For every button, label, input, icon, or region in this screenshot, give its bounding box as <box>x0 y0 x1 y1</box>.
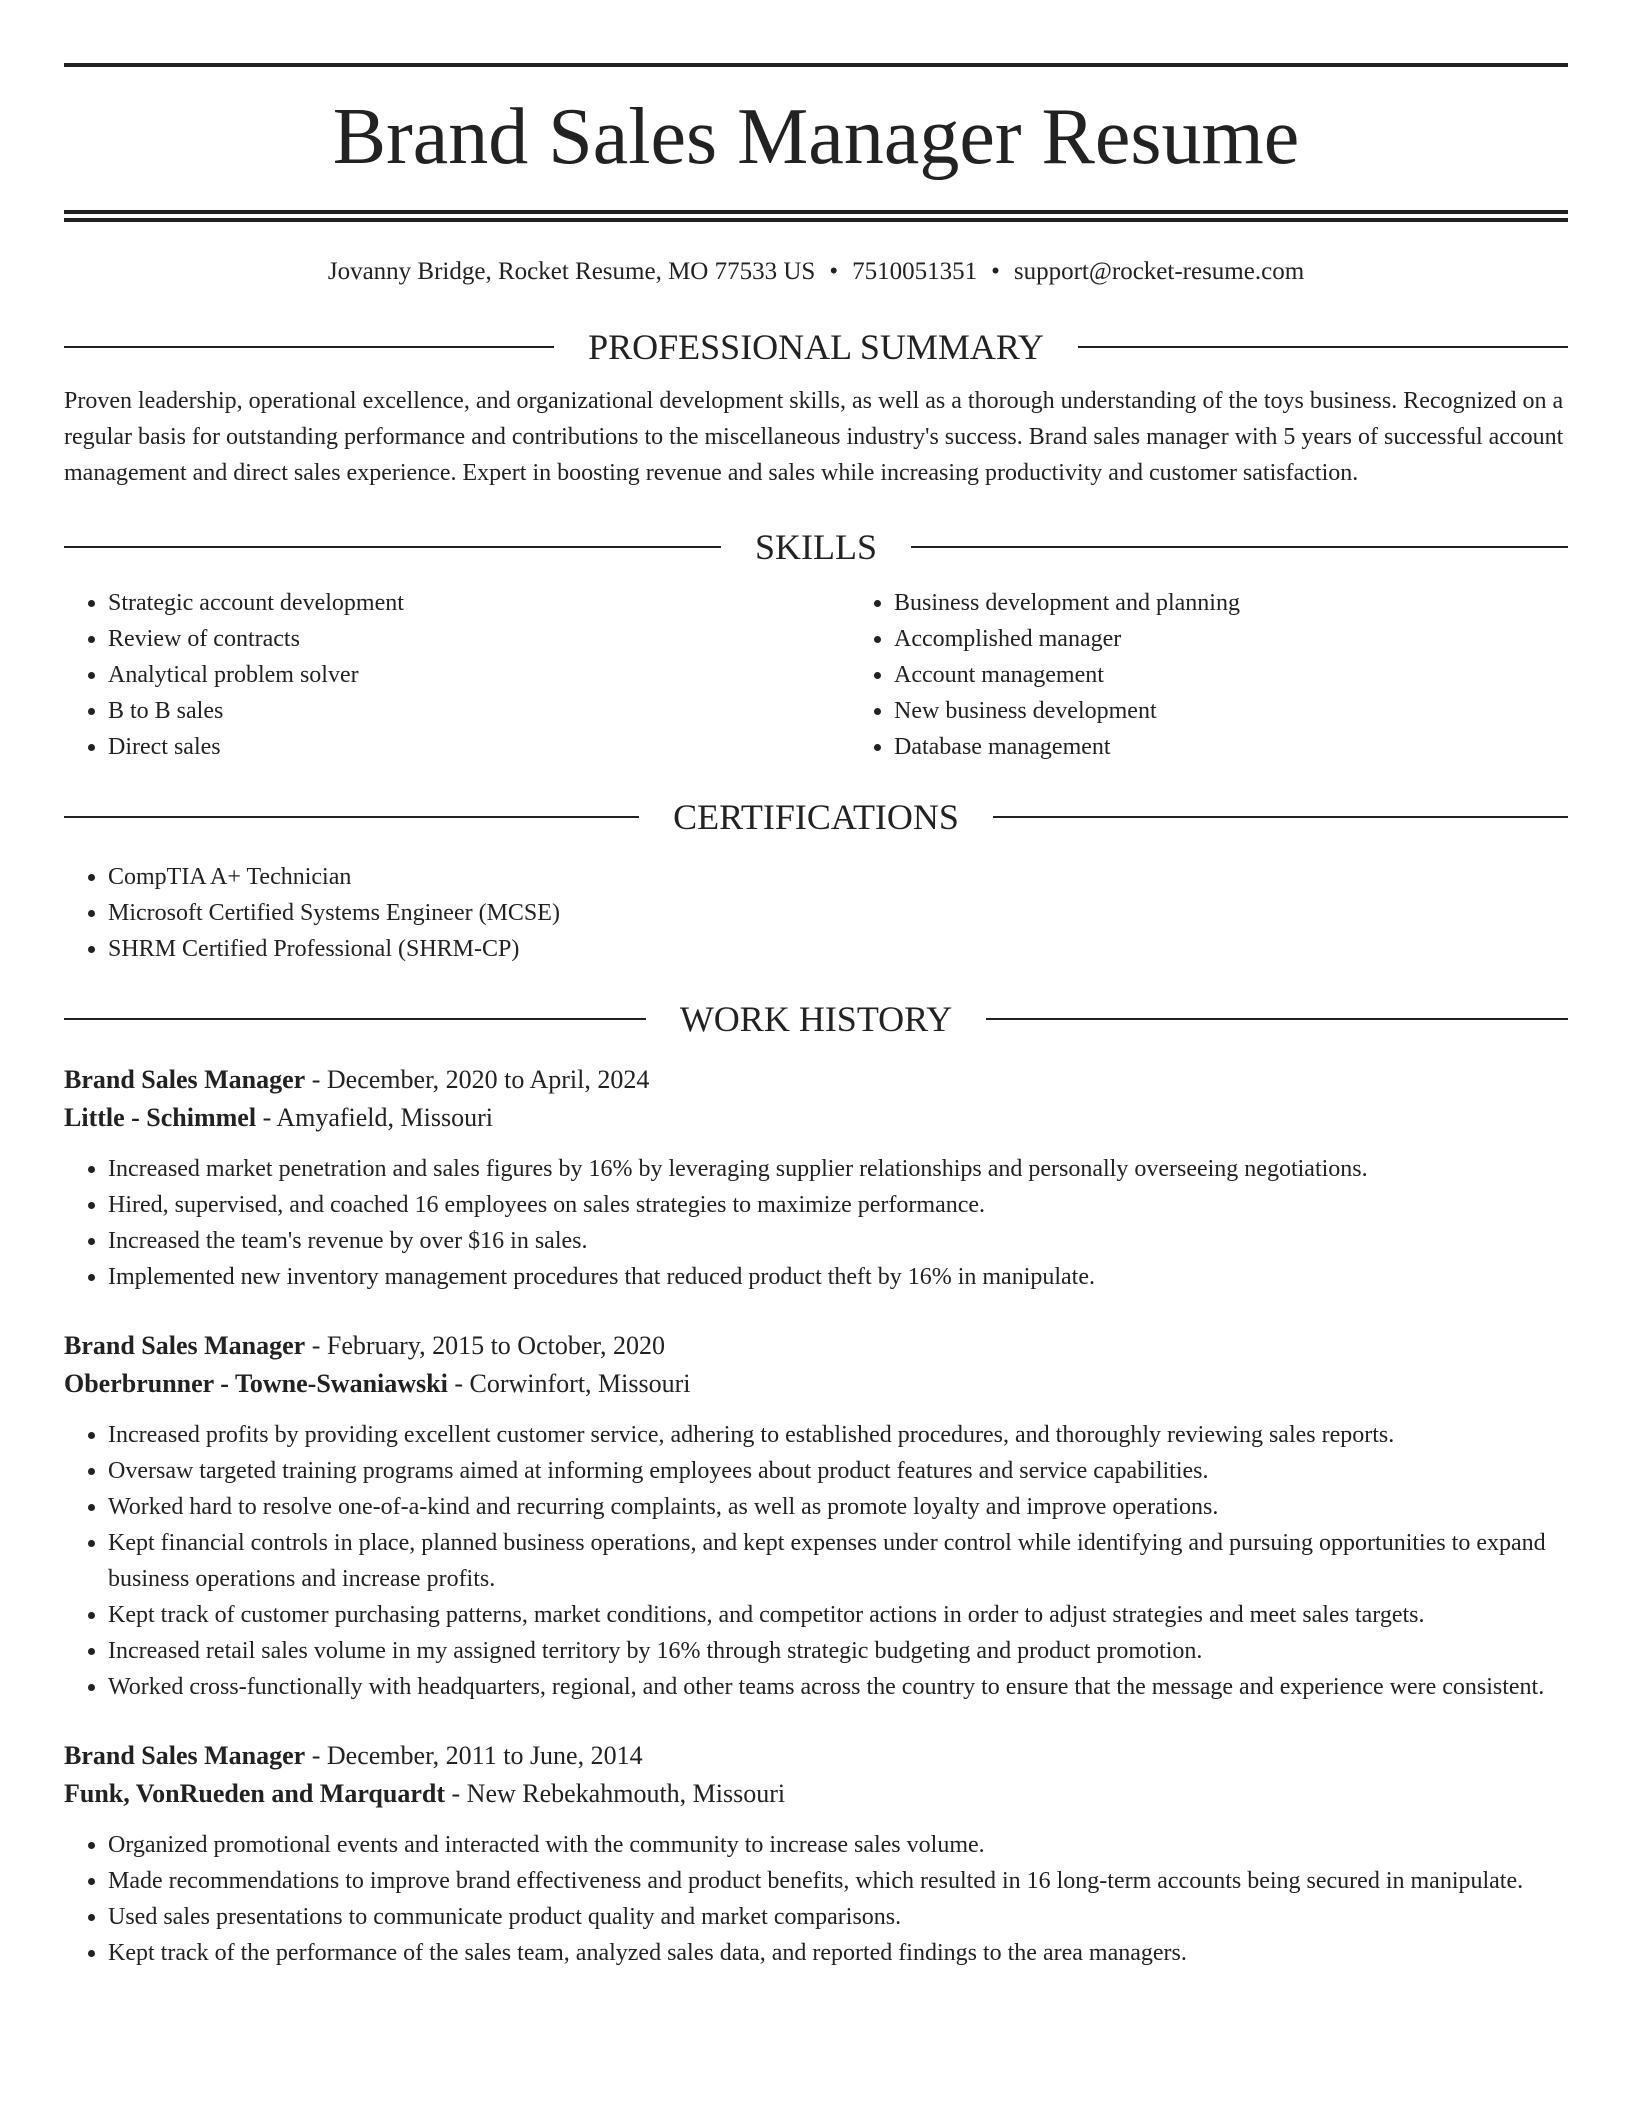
heading-rule-left <box>64 346 554 348</box>
job-location: Amyafield, Missouri <box>276 1103 493 1132</box>
job-bullet: • Worked hard to resolve one-of-a-kind and recurring complaints, as well as promote loyalty and improve operations. <box>108 1489 1568 1525</box>
skills-column-right <box>850 585 1632 765</box>
skill-item: • New business development <box>894 693 1632 729</box>
job-bullet: • Used sales presentations to communicate product quality and market comparisons. <box>108 1899 1568 1935</box>
job-title-line: Brand Sales Manager - February, 2015 to October, 2020 <box>64 1331 665 1360</box>
job-bullet: • Oversaw targeted training programs aimed at informing employees about product features and service capabilities. <box>108 1453 1568 1489</box>
skills-column-left <box>64 585 850 765</box>
contact-separator: • <box>991 258 1000 285</box>
skill-item: • Account management <box>894 657 1632 693</box>
certifications-list <box>64 859 1568 967</box>
job-bullet: • Kept track of the performance of the sales team, analyzed sales data, and reported findings to the area managers. <box>108 1935 1568 1971</box>
job-bullet: • Increased the team's revenue by over $16 in sales. <box>108 1223 1568 1259</box>
certification-item: • CompTIA A+ Technician <box>108 859 1568 895</box>
job-bullet: • Hired, supervised, and coached 16 employees on sales strategies to maximize performance. <box>108 1187 1568 1223</box>
job-bullet: • Kept track of customer purchasing patterns, market conditions, and competitor actions in order to adjust strategies and meet sales targets. <box>108 1597 1568 1633</box>
summary-heading <box>64 325 1568 369</box>
contact-line <box>64 256 1568 288</box>
job-bullet: • Increased market penetration and sales figures by 16% by leveraging supplier relationships and personally overseeing negotiations. <box>108 1151 1568 1187</box>
job-bullets <box>64 1417 1568 1705</box>
contact-address: Jovanny Bridge, Rocket Resume, MO 77533 US <box>327 258 816 285</box>
summary-heading-label: PROFESSIONAL SUMMARY <box>588 327 1044 367</box>
job-bullet: • Increased profits by providing excellent customer service, adhering to established procedures, and thoroughly reviewing sales reports. <box>108 1417 1568 1453</box>
job-title-line: Brand Sales Manager - December, 2020 to April, 2024 <box>64 1065 650 1094</box>
job-bullets <box>64 1827 1568 1971</box>
header-double-rule <box>64 210 1568 222</box>
job-company: Funk, VonRueden and Marquardt <box>64 1779 445 1808</box>
heading-rule-right <box>1078 346 1568 348</box>
job-bullet: • Increased retail sales volume in my assigned territory by 16% through strategic budgeting and product promotion. <box>108 1633 1568 1669</box>
job-bullet: • Implemented new inventory management procedures that reduced product theft by 16% in manipulate. <box>108 1259 1568 1295</box>
job-location: New Rebekahmouth, Missouri <box>466 1779 786 1808</box>
skill-item: • Accomplished manager <box>894 621 1632 657</box>
contact-email: support@rocket-resume.com <box>1013 258 1305 285</box>
job-entry <box>64 1061 1568 1295</box>
skill-item: • Direct sales <box>108 729 850 765</box>
job-title-line: Brand Sales Manager - December, 2011 to June, 2014 <box>64 1741 643 1770</box>
job-dates: February, 2015 to October, 2020 <box>326 1331 665 1360</box>
resume-page <box>64 0 1568 1971</box>
job-title: Brand Sales Manager <box>64 1331 306 1360</box>
skills-heading <box>64 525 1568 569</box>
certifications-heading <box>64 795 1568 839</box>
resume-title: Brand Sales Manager Resume <box>332 93 1300 181</box>
job-entry <box>64 1737 1568 1971</box>
skill-item: • B to B sales <box>108 693 850 729</box>
heading-rule-right <box>986 1018 1568 1020</box>
job-company-line: Oberbrunner - Towne-Swaniawski - Corwinfort, Missouri <box>64 1369 691 1398</box>
certification-item: • SHRM Certified Professional (SHRM-CP) <box>108 931 1568 967</box>
job-entry <box>64 1327 1568 1705</box>
job-company-line: Little - Schimmel - Amyafield, Missouri <box>64 1103 493 1132</box>
skill-item: • Database management <box>894 729 1632 765</box>
contact-separator: • <box>829 258 839 285</box>
job-bullet: • Organized promotional events and interacted with the community to increase sales volume. <box>108 1827 1568 1863</box>
work-history-heading-label: WORK HISTORY <box>679 999 953 1039</box>
job-company: Oberbrunner - Towne-Swaniawski <box>64 1369 448 1398</box>
skills-heading-label: SKILLS <box>755 527 878 567</box>
job-dates: December, 2020 to April, 2024 <box>326 1065 650 1094</box>
job-bullet: • Made recommendations to improve brand effectiveness and product benefits, which resulted in 16 long-term accounts being secured in manipulate. <box>108 1863 1568 1899</box>
skill-item: • Review of contracts <box>108 621 850 657</box>
job-company: Little - Schimmel <box>64 1103 257 1132</box>
heading-rule-right <box>993 816 1568 818</box>
heading-rule-left <box>64 816 639 818</box>
header-top-rule <box>64 63 1568 67</box>
job-title: Brand Sales Manager <box>64 1065 306 1094</box>
work-history-heading <box>64 997 1568 1041</box>
skills-list <box>64 585 1568 765</box>
skill-item: • Business development and planning <box>894 585 1632 621</box>
skill-item: • Strategic account development <box>108 585 850 621</box>
job-title: Brand Sales Manager <box>64 1741 306 1770</box>
contact-phone: 7510051351 <box>852 258 978 285</box>
certifications-heading-label: CERTIFICATIONS <box>673 797 959 837</box>
job-bullet: • Kept financial controls in place, planned business operations, and kept expenses under control while identifying and pursuing opportunities to expand business operations and increase profits. <box>108 1525 1568 1597</box>
heading-rule-left <box>64 546 721 548</box>
job-dates: December, 2011 to June, 2014 <box>326 1741 643 1770</box>
skill-item: • Analytical problem solver <box>108 657 850 693</box>
job-location: Corwinfort, Missouri <box>469 1369 691 1398</box>
job-company-line: Funk, VonRueden and Marquardt - New Rebekahmouth, Missouri <box>64 1779 786 1808</box>
heading-rule-right <box>911 546 1568 548</box>
job-bullets <box>64 1151 1568 1295</box>
summary-text: Proven leadership, operational excellence, and organizational development skills, as well as a thorough understanding of the toys business. Recognized on a regular basis for outstanding performance and contributions to the miscellaneous industry's success. Brand sales manager with 5 years of successful account management and direct sales experience. Expert in boosting revenue and sales while increasing productivity and customer satisfaction. <box>64 388 1564 486</box>
certification-item: • Microsoft Certified Systems Engineer (MCSE) <box>108 895 1568 931</box>
job-bullet: • Worked cross-functionally with headquarters, regional, and other teams across the country to ensure that the message and experience were consistent. <box>108 1669 1568 1705</box>
heading-rule-left <box>64 1018 646 1020</box>
